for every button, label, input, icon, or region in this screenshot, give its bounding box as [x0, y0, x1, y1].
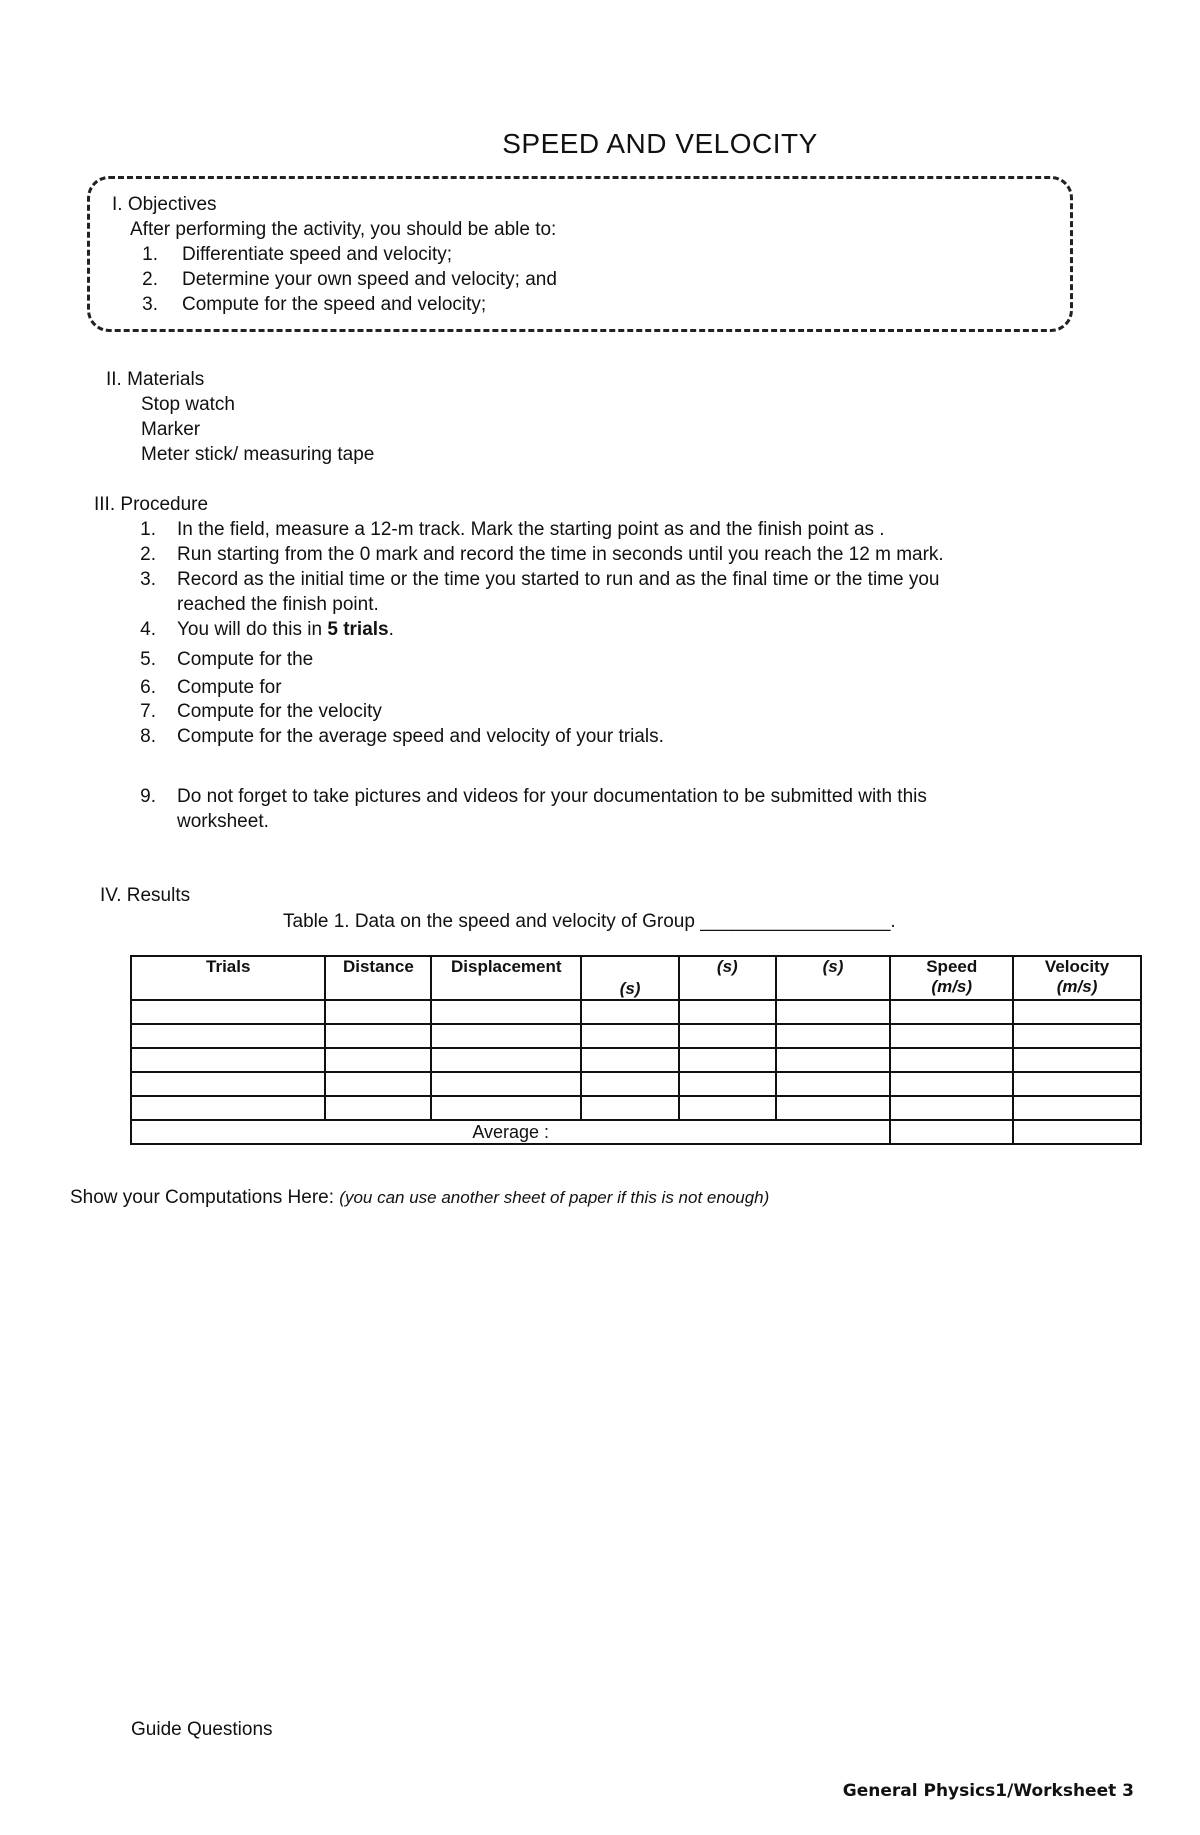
table-cell[interactable] [581, 1024, 679, 1048]
table-cell[interactable] [776, 1048, 891, 1072]
table-cell[interactable] [131, 1000, 325, 1024]
table-cell[interactable] [131, 1024, 325, 1048]
procedure-heading: III. Procedure [94, 494, 209, 515]
table-cell[interactable] [1013, 1072, 1141, 1096]
computations-label: Show your Computations Here: [70, 1187, 340, 1208]
procedure-step-continuation: reached the finish point. [177, 594, 379, 615]
material-item: Meter stick/ measuring tape [141, 444, 375, 465]
table-cell[interactable] [325, 1096, 431, 1120]
table-row [131, 1024, 1141, 1048]
col-header-time-1: (s) [581, 956, 679, 1000]
guide-questions-heading: Guide Questions [131, 1719, 273, 1740]
table-cell[interactable] [325, 1048, 431, 1072]
col-header-trials: Trials [131, 956, 325, 1000]
table-cell[interactable] [1013, 1024, 1141, 1048]
table-cell[interactable] [431, 1048, 581, 1072]
table-cell[interactable] [1013, 1000, 1141, 1024]
table-cell[interactable] [679, 1000, 776, 1024]
table-cell[interactable] [679, 1024, 776, 1048]
table-cell[interactable] [679, 1048, 776, 1072]
table-cell[interactable] [581, 1048, 679, 1072]
col-header-speed: Speed (m/s) [890, 956, 1013, 1000]
table-cell[interactable] [131, 1096, 325, 1120]
average-label: Average : [131, 1120, 890, 1144]
table-cell[interactable] [776, 1096, 891, 1120]
table-cell[interactable] [890, 1048, 1013, 1072]
col-header-time-2: (s) [679, 956, 776, 1000]
procedure-step-continuation: worksheet. [177, 811, 269, 832]
table-cell[interactable] [581, 1096, 679, 1120]
table-cell[interactable] [890, 1024, 1013, 1048]
table-cell[interactable] [679, 1072, 776, 1096]
computations-line [70, 1186, 769, 1210]
materials-heading: II. Materials [106, 369, 205, 390]
table-cell[interactable] [890, 1096, 1013, 1120]
table-cell[interactable] [581, 1000, 679, 1024]
table-cell[interactable] [679, 1096, 776, 1120]
table-cell[interactable] [431, 1096, 581, 1120]
table-cell[interactable] [1013, 1096, 1141, 1120]
table-cell[interactable] [776, 1072, 891, 1096]
page-title: SPEED AND VELOCITY [502, 128, 818, 159]
objectives-intro: After performing the activity, you should be able to: [130, 219, 557, 240]
table-cell[interactable] [581, 1072, 679, 1096]
table-cell[interactable] [325, 1072, 431, 1096]
table-row [131, 1072, 1141, 1096]
col-header-distance: Distance [325, 956, 431, 1000]
table-cell[interactable] [890, 1072, 1013, 1096]
table-cell[interactable] [325, 1000, 431, 1024]
table-cell[interactable] [431, 1072, 581, 1096]
results-heading: IV. Results [100, 885, 191, 906]
table-cell[interactable] [325, 1024, 431, 1048]
objectives-heading: I. Objectives [112, 194, 217, 215]
table-cell[interactable] [431, 1000, 581, 1024]
table-header-row [131, 956, 1141, 1000]
material-item: Marker [141, 419, 201, 440]
average-speed-cell[interactable] [890, 1120, 1013, 1144]
results-table [130, 955, 1142, 1145]
table-cell[interactable] [776, 1024, 891, 1048]
table-caption: Table 1. Data on the speed and velocity of Group __________________. [283, 911, 896, 932]
table-row [131, 1096, 1141, 1120]
table-cell[interactable] [131, 1072, 325, 1096]
table-cell[interactable] [131, 1048, 325, 1072]
footer: General Physics1/Worksheet 3 [842, 1781, 1134, 1801]
table-cell[interactable] [776, 1000, 891, 1024]
material-item: Stop watch [141, 394, 235, 415]
average-row [131, 1120, 1141, 1144]
table-cell[interactable] [1013, 1048, 1141, 1072]
col-header-velocity: Velocity (m/s) [1013, 956, 1141, 1000]
table-row [131, 1000, 1141, 1024]
table-cell[interactable] [890, 1000, 1013, 1024]
average-velocity-cell[interactable] [1013, 1120, 1141, 1144]
col-header-time-3: (s) [776, 956, 891, 1000]
col-header-displacement: Displacement [431, 956, 581, 1000]
table-cell[interactable] [431, 1024, 581, 1048]
table-row [131, 1048, 1141, 1072]
computations-note: (you can use another sheet of paper if this is not enough) [339, 1188, 770, 1207]
